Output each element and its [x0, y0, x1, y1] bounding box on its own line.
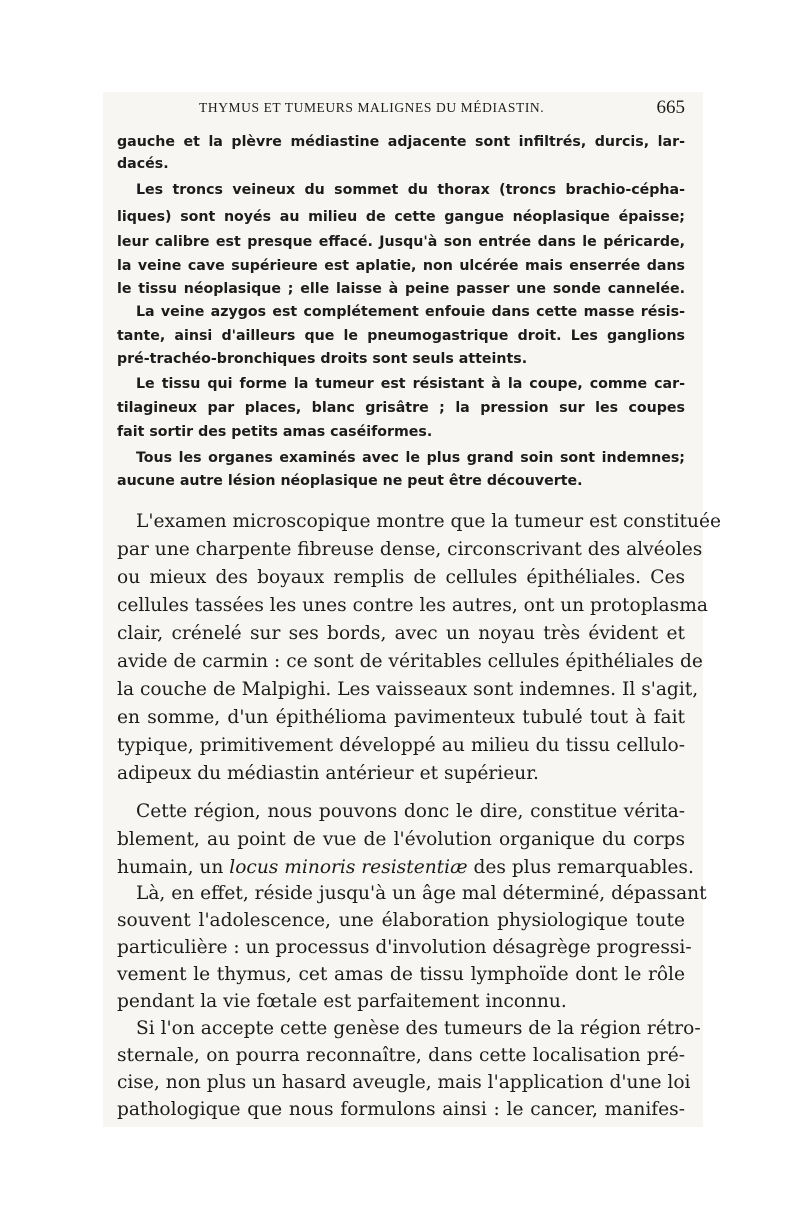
text-line: particulière : un processus d'involution désagrège progressi- [117, 937, 692, 958]
text-line: aucune autre lésion néoplasique ne peut être découverte. [117, 473, 583, 489]
text-line: leur calibre est presque effacé. Jusqu'à son entrée dans le péricarde, [117, 234, 685, 250]
text-line: fait sortir des petits amas caséiformes. [117, 424, 433, 440]
text-line: L'examen microscopique montre que la tumeur est constituée [136, 511, 722, 532]
text-line: en somme, d'un épithélioma pavimenteux tubulé tout à fait [117, 707, 685, 728]
text-line: ou mieux des boyaux remplis de cellules épithéliales. Ces [117, 567, 685, 588]
text-line [117, 854, 694, 882]
text-line: la veine cave supérieure est aplatie, non ulcérée mais enserrée dans [117, 258, 685, 274]
text-line: tante, ainsi d'ailleurs que le pneumogastrique droit. Les ganglions [117, 328, 685, 344]
text-line: Les troncs veineux du sommet du thorax (troncs brachio-cépha- [136, 182, 685, 198]
text-line: blement, au point de vue de l'évolution organique du corps [117, 829, 685, 850]
text-line: la couche de Malpighi. Les vaisseaux sont indemnes. Il s'agit, [117, 679, 699, 700]
text-line: typique, primitivement développé au milieu du tissu cellulo- [117, 735, 685, 756]
text-line: Là, en effet, réside jusqu'à un âge mal déterminé, dépassant [136, 883, 707, 904]
text-line: La veine azygos est complétement enfouie dans cette masse résis- [136, 304, 685, 320]
text-line: Si l'on accepte cette genèse des tumeurs de la région rétro- [136, 1018, 701, 1039]
text-line: par une charpente fibreuse dense, circonscrivant des alvéoles [117, 539, 703, 560]
text-line: Cette région, nous pouvons donc le dire, constitue vérita- [136, 801, 685, 822]
text-line: adipeux du médiastin antérieur et supérieur. [117, 763, 539, 784]
page-number: 665 [656, 97, 685, 118]
text-line: souvent l'adolescence, une élaboration physiologique toute [117, 910, 685, 931]
text-line: cellules tassées les unes contre les autres, ont un protoplasma [117, 595, 708, 616]
text-line: pendant la vie fœtale est parfaitement inconnu. [117, 991, 567, 1012]
text-line: le tissu néoplasique ; elle laisse à peine passer une sonde cannelée. [117, 281, 685, 297]
text-line: dacés. [117, 156, 169, 172]
text-run: des plus remarquables. [467, 857, 694, 878]
text-run: humain, un [117, 857, 230, 878]
text-line: liques) sont noyés au milieu de cette gangue néoplasique épaisse; [117, 209, 685, 225]
running-head-title: THYMUS ET TUMEURS MALIGNES DU MÉDIASTIN. [199, 100, 545, 115]
text-line: vement le thymus, cet amas de tissu lymphoïde dont le rôle [117, 964, 685, 985]
text-line: Le tissu qui forme la tumeur est résistant à la coupe, comme car- [136, 376, 685, 392]
text-line: avide de carmin : ce sont de véritables cellules épithéliales de [117, 651, 703, 672]
text-line: pathologique que nous formulons ainsi : le cancer, manifes- [117, 1099, 685, 1120]
text-line: Tous les organes examinés avec le plus grand soin sont indemnes; [136, 450, 685, 466]
text-line: tilagineux par places, blanc grisâtre ; la pression sur les coupes [117, 400, 685, 416]
text-line: cise, non plus un hasard aveugle, mais l'application d'une loi [117, 1072, 691, 1093]
text-line: sternale, on pourra reconnaître, dans cette localisation pré- [117, 1045, 685, 1066]
text-line: gauche et la plèvre médiastine adjacente sont infiltrés, durcis, lar- [117, 134, 685, 150]
text-line: pré-trachéo-bronchiques droits sont seuls atteints. [117, 351, 528, 367]
latin-phrase: locus minoris resistentiæ [229, 857, 468, 878]
text-line: clair, crénelé sur ses bords, avec un noyau très évident et [117, 623, 685, 644]
